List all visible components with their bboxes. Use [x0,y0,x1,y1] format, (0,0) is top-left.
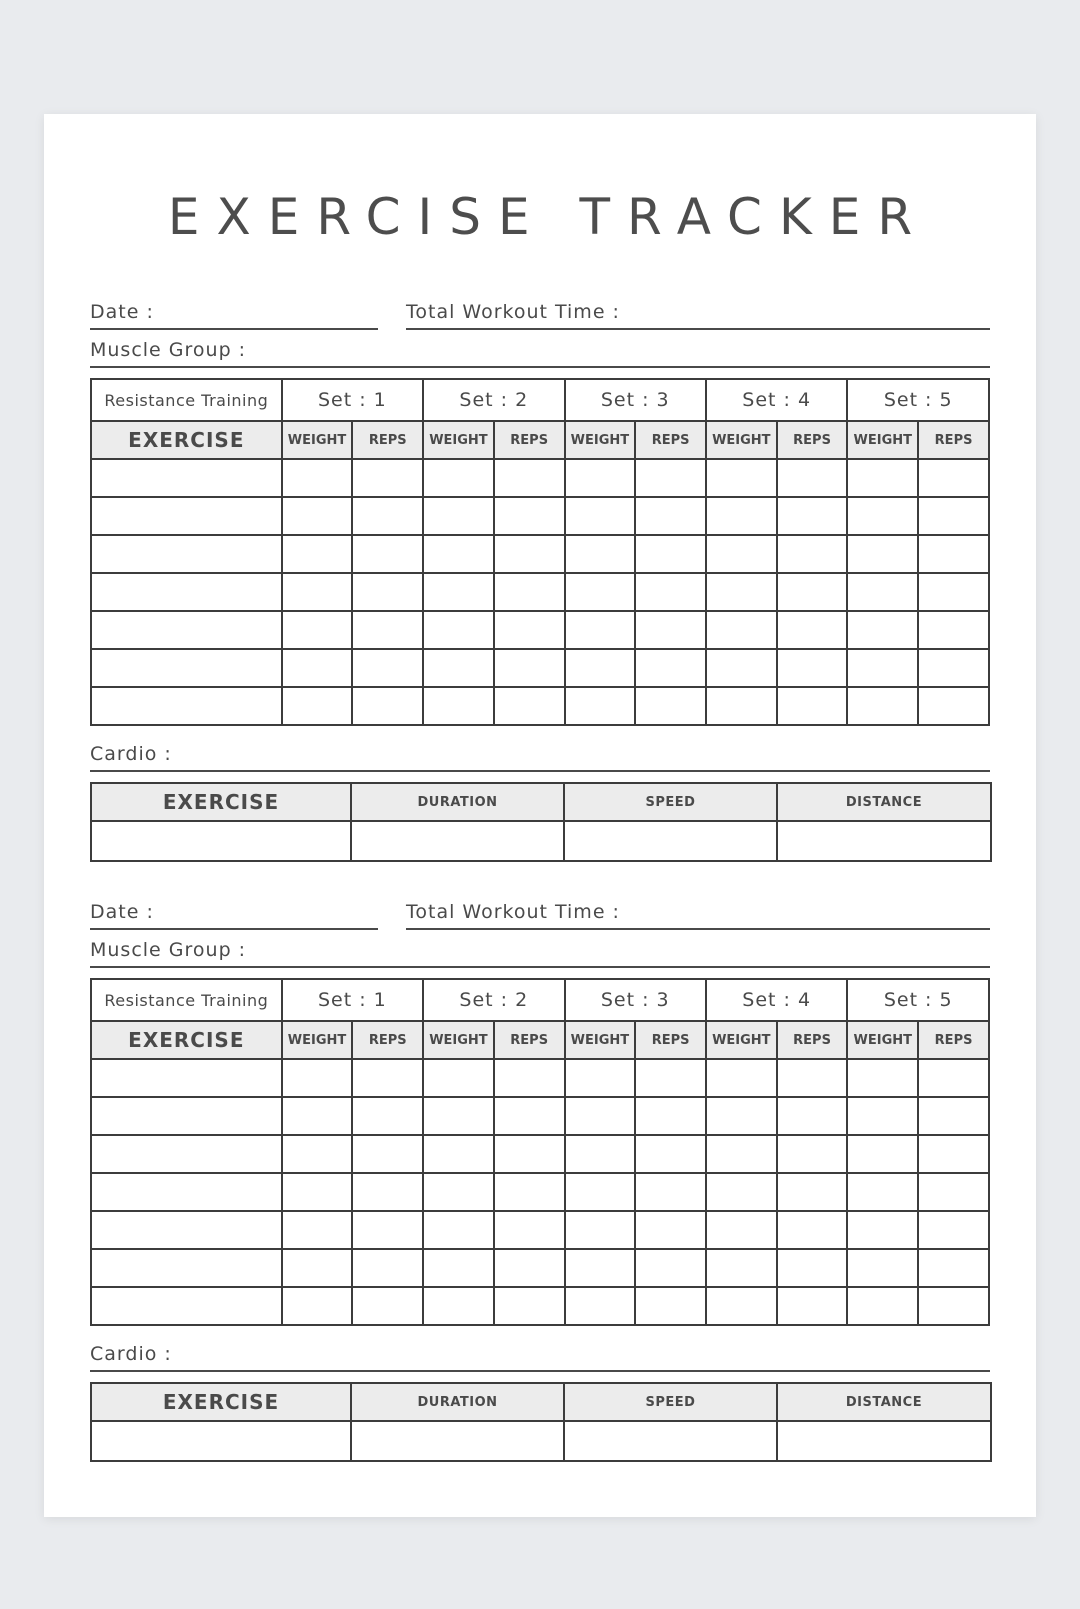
set-header-row [91,379,989,421]
weight-cell[interactable] [423,1173,494,1211]
reps-cell[interactable] [494,535,565,573]
set-1-header: Set : 1 [282,979,423,1021]
reps-cell[interactable] [635,1287,706,1325]
weight-cell[interactable] [706,1173,777,1211]
reps-header: REPS [635,421,706,459]
reps-header: REPS [494,1021,565,1059]
cardio-label: Cardio : [90,1343,172,1365]
weight-cell[interactable] [282,1173,353,1211]
weight-cell[interactable] [282,611,353,649]
weight-cell[interactable] [565,1211,636,1249]
weight-cell[interactable] [706,459,777,497]
total-workout-time-field[interactable] [406,292,990,330]
set-4-header: Set : 4 [706,379,847,421]
set-2-header: Set : 2 [423,379,564,421]
table-row [91,687,989,725]
reps-cell[interactable] [777,459,848,497]
table-row [91,821,991,861]
reps-cell[interactable] [352,1211,423,1249]
reps-cell[interactable] [918,687,989,725]
reps-cell[interactable] [352,1249,423,1287]
speed-cell[interactable] [564,1421,777,1461]
exercise-header: EXERCISE [91,1021,282,1059]
reps-cell[interactable] [494,1211,565,1249]
weight-cell[interactable] [423,1211,494,1249]
reps-cell[interactable] [777,497,848,535]
weight-cell[interactable] [565,611,636,649]
set-3-header: Set : 3 [565,979,706,1021]
weight-header: WEIGHT [847,421,918,459]
reps-header: REPS [352,1021,423,1059]
reps-cell[interactable] [635,611,706,649]
exercise-cell[interactable] [91,1059,282,1097]
exercise-cell[interactable] [91,1211,282,1249]
weight-cell[interactable] [847,1211,918,1249]
page-title: EXERCISE TRACKER [167,188,930,246]
resistance-training-label: Resistance Training [91,379,282,421]
weight-header: WEIGHT [423,421,494,459]
reps-cell[interactable] [777,1173,848,1211]
table-row [91,535,989,573]
muscle-group-field[interactable] [90,930,990,968]
weight-cell[interactable] [565,687,636,725]
weight-header: WEIGHT [282,1021,353,1059]
weight-cell[interactable] [565,459,636,497]
reps-header: REPS [352,421,423,459]
table-row [91,1097,989,1135]
total-workout-time-field[interactable] [406,892,990,930]
reps-cell[interactable] [635,1135,706,1173]
set-header-row [91,979,989,1021]
exercise-cell[interactable] [91,1173,282,1211]
table-row [91,1287,989,1325]
reps-cell[interactable] [494,1097,565,1135]
reps-cell[interactable] [777,611,848,649]
reps-cell[interactable] [777,649,848,687]
weight-cell[interactable] [282,459,353,497]
resistance-table [90,978,990,1326]
exercise-cell[interactable] [91,687,282,725]
reps-cell[interactable] [494,497,565,535]
cardio-table [90,782,992,862]
muscle-group-label: Muscle Group : [90,339,247,361]
duration-cell[interactable] [351,821,564,861]
reps-cell[interactable] [352,535,423,573]
weight-cell[interactable] [847,497,918,535]
reps-cell[interactable] [918,649,989,687]
reps-cell[interactable] [918,497,989,535]
weight-cell[interactable] [565,1249,636,1287]
reps-cell[interactable] [635,1097,706,1135]
weight-cell[interactable] [847,1097,918,1135]
table-row [91,573,989,611]
cardio-field[interactable] [90,1334,990,1372]
duration-header: DURATION [351,783,564,821]
weight-cell[interactable] [282,1097,353,1135]
muscle-group-row [90,930,990,968]
table-row [91,1173,989,1211]
cardio-header-row [91,783,991,821]
weight-cell[interactable] [706,535,777,573]
table-row [91,649,989,687]
reps-cell[interactable] [918,459,989,497]
reps-cell[interactable] [352,1173,423,1211]
exercise-cell[interactable] [91,497,282,535]
reps-cell[interactable] [918,535,989,573]
weight-cell[interactable] [847,1173,918,1211]
total-workout-time-label: Total Workout Time : [406,301,620,323]
reps-cell[interactable] [352,1135,423,1173]
weight-cell[interactable] [706,1211,777,1249]
weight-cell[interactable] [847,1287,918,1325]
distance-cell[interactable] [777,1421,991,1461]
weight-cell[interactable] [847,1135,918,1173]
weight-cell[interactable] [565,1173,636,1211]
table-row [91,611,989,649]
weight-cell[interactable] [423,1097,494,1135]
weight-cell[interactable] [282,535,353,573]
resistance-training-label: Resistance Training [91,979,282,1021]
set-1-header: Set : 1 [282,379,423,421]
weight-cell[interactable] [565,497,636,535]
weight-cell[interactable] [282,687,353,725]
weight-header: WEIGHT [565,421,636,459]
cardio-table [90,1382,992,1462]
weight-cell[interactable] [706,611,777,649]
weight-cell[interactable] [423,1059,494,1097]
weight-cell[interactable] [565,1135,636,1173]
reps-cell[interactable] [352,497,423,535]
muscle-group-label: Muscle Group : [90,939,247,961]
workout-section-2 [90,892,990,1462]
set-5-header: Set : 5 [847,379,989,421]
reps-header: REPS [494,421,565,459]
reps-cell[interactable] [777,1211,848,1249]
date-label: Date : [90,901,154,923]
weight-cell[interactable] [282,1249,353,1287]
weight-cell[interactable] [423,611,494,649]
reps-cell[interactable] [635,1249,706,1287]
weight-cell[interactable] [565,649,636,687]
tracker-sheet [44,114,1036,1517]
weight-cell[interactable] [423,649,494,687]
exercise-cell[interactable] [91,1097,282,1135]
reps-cell[interactable] [777,1097,848,1135]
set-4-header: Set : 4 [706,979,847,1021]
weight-cell[interactable] [847,573,918,611]
weight-cell[interactable] [847,1249,918,1287]
weight-cell[interactable] [282,649,353,687]
weight-cell[interactable] [282,1211,353,1249]
cardio-header-row [91,1383,991,1421]
weight-cell[interactable] [565,1097,636,1135]
reps-cell[interactable] [918,1249,989,1287]
weight-cell[interactable] [706,687,777,725]
weight-cell[interactable] [706,497,777,535]
distance-cell[interactable] [777,821,991,861]
speed-header: SPEED [564,783,777,821]
reps-header: REPS [777,1021,848,1059]
weight-cell[interactable] [282,1059,353,1097]
weight-cell[interactable] [565,535,636,573]
reps-header: REPS [918,421,989,459]
speed-cell[interactable] [564,821,777,861]
exercise-cell[interactable] [91,1287,282,1325]
reps-cell[interactable] [494,1135,565,1173]
reps-cell[interactable] [494,573,565,611]
reps-cell[interactable] [352,611,423,649]
date-time-row [90,292,990,330]
set-2-header: Set : 2 [423,979,564,1021]
table-row [91,459,989,497]
resistance-table [90,378,990,726]
reps-cell[interactable] [918,573,989,611]
weight-cell[interactable] [282,1135,353,1173]
exercise-cell[interactable] [91,1135,282,1173]
cardio-exercise-header: EXERCISE [91,1383,351,1421]
column-header-row [91,421,989,459]
reps-cell[interactable] [777,1249,848,1287]
distance-header: DISTANCE [777,1383,991,1421]
reps-header: REPS [918,1021,989,1059]
weight-cell[interactable] [565,573,636,611]
weight-cell[interactable] [423,1135,494,1173]
weight-cell[interactable] [423,1287,494,1325]
cardio-exercise-cell[interactable] [91,821,351,861]
weight-header: WEIGHT [423,1021,494,1059]
column-header-row [91,1021,989,1059]
reps-cell[interactable] [635,687,706,725]
reps-cell[interactable] [918,1211,989,1249]
weight-cell[interactable] [847,649,918,687]
exercise-cell[interactable] [91,459,282,497]
reps-cell[interactable] [494,1287,565,1325]
reps-cell[interactable] [777,1135,848,1173]
weight-cell[interactable] [706,1097,777,1135]
table-row [91,1249,989,1287]
table-row [91,1135,989,1173]
table-row [91,1421,991,1461]
reps-cell[interactable] [494,459,565,497]
weight-cell[interactable] [847,459,918,497]
reps-cell[interactable] [918,1135,989,1173]
reps-cell[interactable] [918,1287,989,1325]
reps-header: REPS [777,421,848,459]
weight-cell[interactable] [423,1249,494,1287]
reps-cell[interactable] [494,611,565,649]
set-3-header: Set : 3 [565,379,706,421]
reps-cell[interactable] [777,687,848,725]
reps-cell[interactable] [777,573,848,611]
reps-cell[interactable] [635,1059,706,1097]
weight-cell[interactable] [706,1287,777,1325]
duration-header: DURATION [351,1383,564,1421]
weight-cell[interactable] [565,1287,636,1325]
reps-cell[interactable] [352,573,423,611]
weight-header: WEIGHT [706,1021,777,1059]
reps-cell[interactable] [635,459,706,497]
reps-cell[interactable] [777,1059,848,1097]
table-row [91,1211,989,1249]
reps-cell[interactable] [777,535,848,573]
date-label: Date : [90,301,154,323]
reps-cell[interactable] [352,459,423,497]
table-row [91,1059,989,1097]
weight-cell[interactable] [423,497,494,535]
reps-cell[interactable] [494,1173,565,1211]
workout-section-1 [90,292,990,862]
weight-cell[interactable] [706,573,777,611]
weight-cell[interactable] [847,611,918,649]
reps-cell[interactable] [635,1173,706,1211]
total-workout-time-label: Total Workout Time : [406,901,620,923]
weight-cell[interactable] [423,573,494,611]
reps-cell[interactable] [352,1287,423,1325]
reps-cell[interactable] [494,1249,565,1287]
reps-header: REPS [635,1021,706,1059]
reps-cell[interactable] [352,1059,423,1097]
cardio-label: Cardio : [90,743,172,765]
weight-cell[interactable] [706,649,777,687]
reps-cell[interactable] [494,687,565,725]
weight-cell[interactable] [282,1287,353,1325]
reps-cell[interactable] [918,1173,989,1211]
reps-cell[interactable] [635,573,706,611]
reps-cell[interactable] [635,535,706,573]
reps-cell[interactable] [918,1059,989,1097]
weight-header: WEIGHT [706,421,777,459]
cardio-exercise-header: EXERCISE [91,783,351,821]
weight-cell[interactable] [423,535,494,573]
distance-header: DISTANCE [777,783,991,821]
weight-cell[interactable] [423,459,494,497]
reps-cell[interactable] [635,649,706,687]
reps-cell[interactable] [777,1287,848,1325]
exercise-cell[interactable] [91,649,282,687]
reps-cell[interactable] [494,1059,565,1097]
date-field[interactable] [90,292,378,330]
weight-cell[interactable] [282,573,353,611]
date-field[interactable] [90,892,378,930]
exercise-header: EXERCISE [91,421,282,459]
reps-cell[interactable] [494,649,565,687]
weight-cell[interactable] [706,1249,777,1287]
exercise-cell[interactable] [91,535,282,573]
cardio-field[interactable] [90,734,990,772]
exercise-cell[interactable] [91,573,282,611]
weight-cell[interactable] [565,1059,636,1097]
weight-cell[interactable] [847,1059,918,1097]
weight-cell[interactable] [847,687,918,725]
exercise-cell[interactable] [91,611,282,649]
cardio-exercise-cell[interactable] [91,1421,351,1461]
reps-cell[interactable] [352,1097,423,1135]
reps-cell[interactable] [918,611,989,649]
reps-cell[interactable] [918,1097,989,1135]
weight-cell[interactable] [423,687,494,725]
weight-cell[interactable] [282,497,353,535]
exercise-cell[interactable] [91,1249,282,1287]
weight-cell[interactable] [847,535,918,573]
table-row [91,497,989,535]
weight-header: WEIGHT [282,421,353,459]
reps-cell[interactable] [352,649,423,687]
weight-cell[interactable] [706,1135,777,1173]
date-time-row [90,892,990,930]
reps-cell[interactable] [635,1211,706,1249]
muscle-group-field[interactable] [90,330,990,368]
muscle-group-row [90,330,990,368]
set-5-header: Set : 5 [847,979,989,1021]
reps-cell[interactable] [352,687,423,725]
weight-cell[interactable] [706,1059,777,1097]
weight-header: WEIGHT [565,1021,636,1059]
speed-header: SPEED [564,1383,777,1421]
reps-cell[interactable] [635,497,706,535]
duration-cell[interactable] [351,1421,564,1461]
weight-header: WEIGHT [847,1021,918,1059]
